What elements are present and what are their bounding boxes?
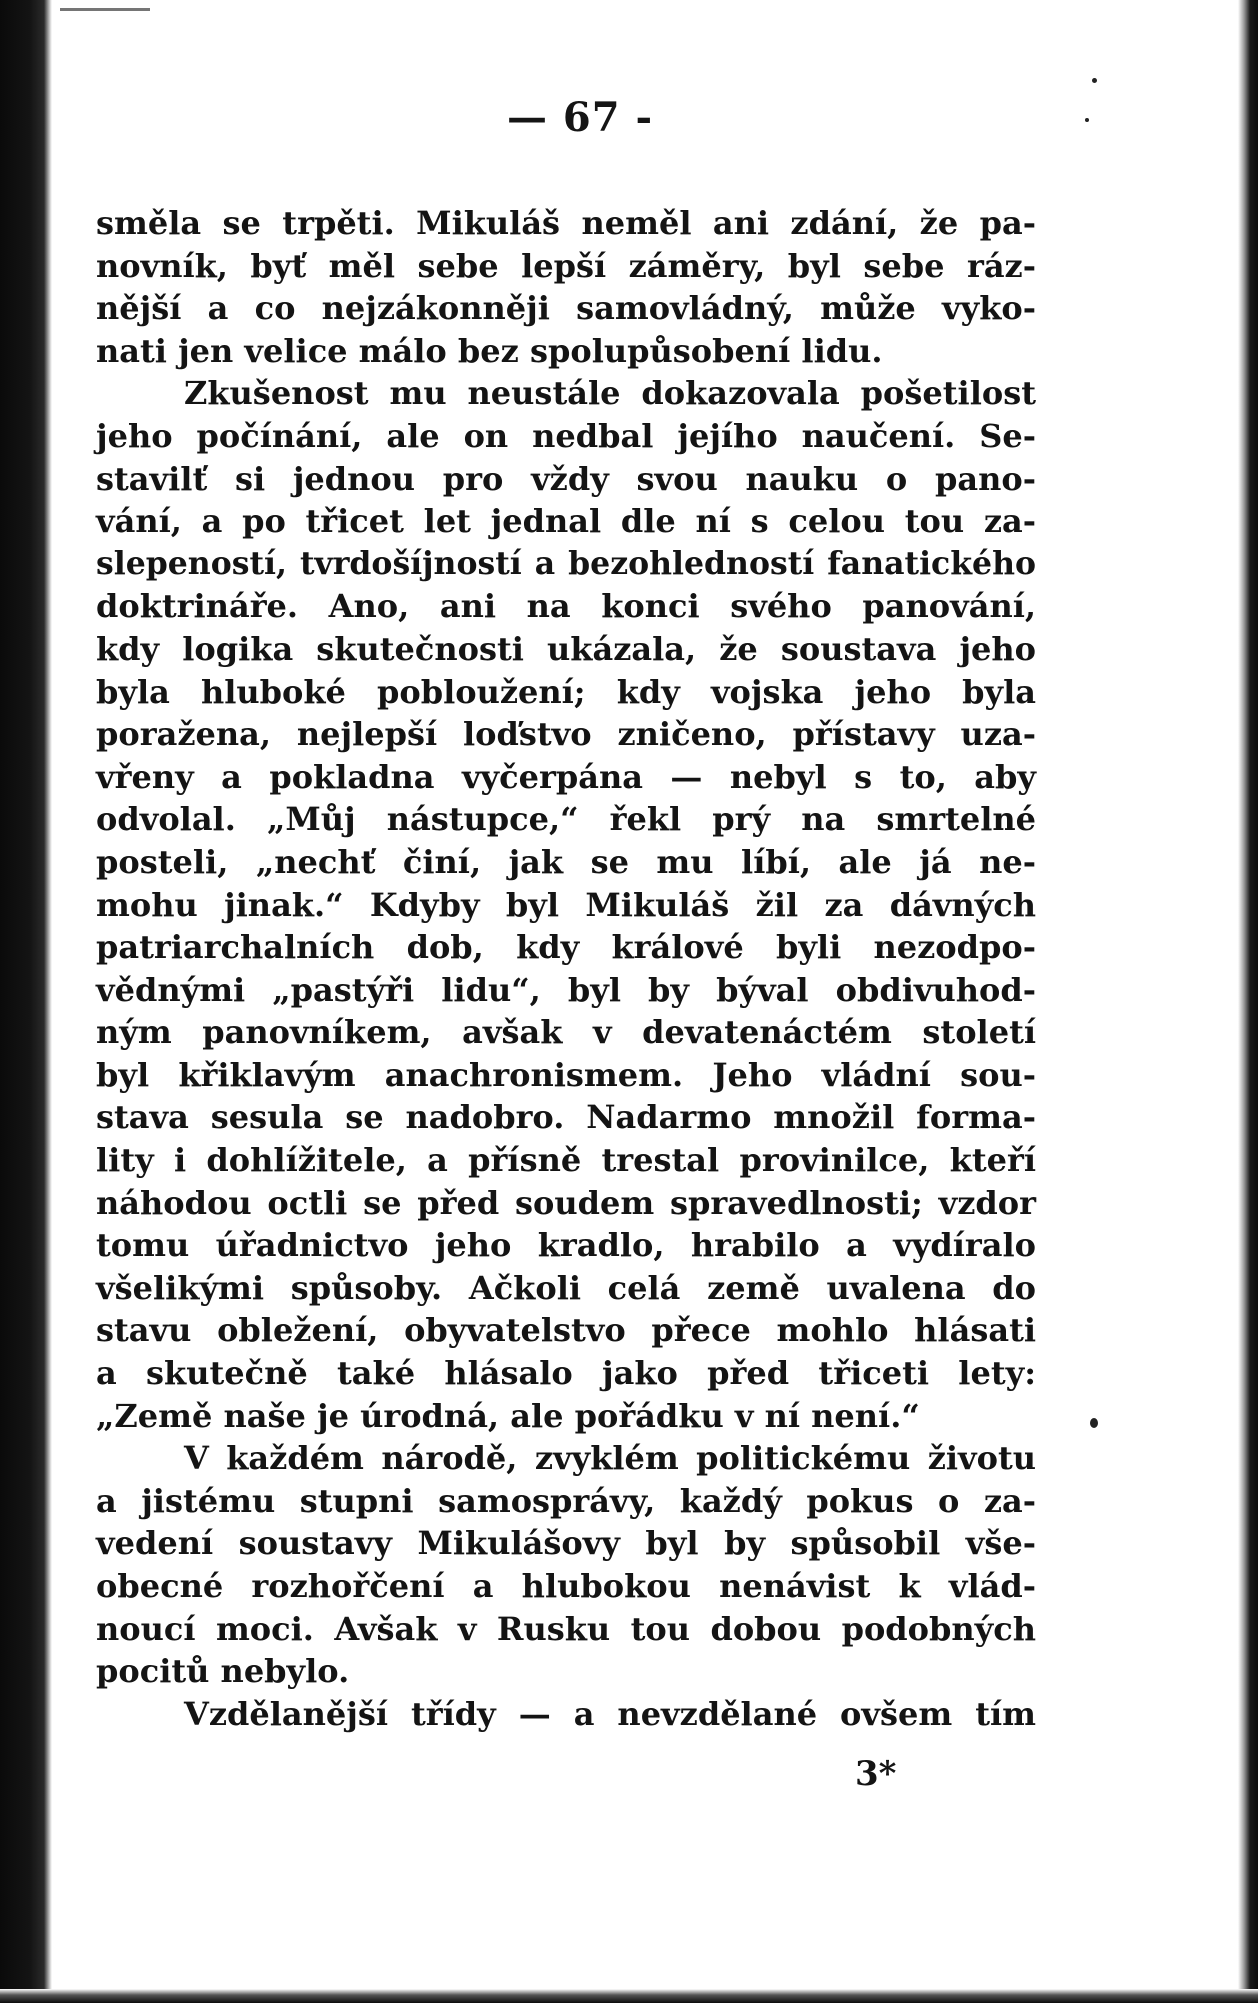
text-line: „Země naše je úrodná, ale pořádku v ní není.“ xyxy=(96,1396,920,1435)
text-line: nější a co nejzákonněji samovládný, může vyko- xyxy=(96,289,1036,328)
text-line: a jistému stupni samosprávy, každý pokus o za- xyxy=(96,1481,1036,1520)
text-line: odvolal. „Můj nástupce,“ řekl prý na smrtelné xyxy=(96,800,1036,839)
text-line: byla hluboké pobloužení; kdy vojska jeho byla xyxy=(96,672,1036,711)
page-number: — 67 - xyxy=(506,94,654,141)
scan-bottom-edge xyxy=(0,1989,1258,2003)
text-line: stava sesula se nadobro. Nadarmo množil forma- xyxy=(96,1098,1036,1137)
text-line: nati jen velice málo bez spolupůsobení lidu. xyxy=(96,331,883,370)
text-line: směla se trpěti. Mikuláš neměl ani zdání, že pa- xyxy=(96,204,1036,242)
text-line: vání, a po třicet let jednal dle ní s celou tou za- xyxy=(96,502,1036,541)
scan-speck xyxy=(1090,1418,1098,1428)
text-line: lity i dohlížitele, a přísně trestal provinilce, kteří xyxy=(96,1141,1036,1180)
text-line: vedení soustavy Mikulášovy byl by spůsobil vše- xyxy=(96,1524,1036,1563)
text-line: a skutečně také hlásalo jako před třiceti lety: xyxy=(96,1354,1036,1393)
text-line: slepeností, tvrdošíjností a bezohledností fanatického xyxy=(96,544,1036,582)
text-line: Vzdělanější třídy — a nevzdělané ovšem tím xyxy=(184,1694,1036,1733)
text-line: doktrináře. Ano, ani na konci svého panování, xyxy=(96,587,1036,626)
scan-speck xyxy=(1092,78,1097,83)
text-line: stavilť si jednou pro vždy svou nauku o pano- xyxy=(96,459,1036,498)
text-line: Zkušenost mu neustále dokazovala pošetilost xyxy=(184,374,1036,413)
text-line: náhodou octli se před soudem spravedlnosti; vzdor xyxy=(96,1183,1036,1222)
scan-artifact xyxy=(60,8,150,21)
text-line: noucí moci. Avšak v Rusku tou dobou podobných xyxy=(96,1609,1036,1648)
text-line: mohu jinak.“ Kdyby byl Mikuláš žil za dávných xyxy=(96,885,1036,924)
text-line: jeho počínání, ale on nedbal jejího naučení. Se- xyxy=(96,416,1036,455)
text-line: byl křiklavým anachronismem. Jeho vládní sou- xyxy=(96,1055,1036,1094)
text-line: stavu obležení, obyvatelstvo přece mohlo hlásati xyxy=(96,1311,1036,1350)
text-line: vědnými „pastýři lidu“, byl by býval obdivuhod- xyxy=(96,970,1036,1009)
text-line: obecné rozhořčení a hlubokou nenávist k vlád- xyxy=(96,1567,1036,1605)
text-line: V každém národě, zvyklém politickému životu xyxy=(184,1439,1036,1478)
scan-right-edge xyxy=(1238,0,1258,2003)
text-line: posteli, „nechť činí, jak se mu líbí, ale já ne- xyxy=(96,842,1036,881)
text-line: patriarchalních dob, kdy králové byli nezodpo- xyxy=(96,928,1036,967)
text-line: vřeny a pokladna vyčerpána — nebyl s to, aby xyxy=(96,757,1036,796)
text-line: ným panovníkem, avšak v devatenáctém století xyxy=(96,1013,1036,1052)
body-text xyxy=(96,202,1036,1735)
signature-mark: 3* xyxy=(855,1754,897,1794)
text-line: kdy logika skutečnosti ukázala, že soustava jeho xyxy=(96,629,1036,668)
text-line: poražena, nejlepší loďstvo zničeno, přístavy uza- xyxy=(96,715,1036,754)
text-line: tomu úřadnictvo jeho kradlo, hrabilo a vydíralo xyxy=(96,1226,1036,1265)
text-line: novník, byť měl sebe lepší záměry, byl sebe ráz- xyxy=(96,246,1036,285)
text-line: pocitů nebylo. xyxy=(96,1652,350,1691)
text-line: všelikými spůsoby. Ačkoli celá země uvalena do xyxy=(96,1268,1036,1307)
scan-left-edge xyxy=(0,0,52,2003)
